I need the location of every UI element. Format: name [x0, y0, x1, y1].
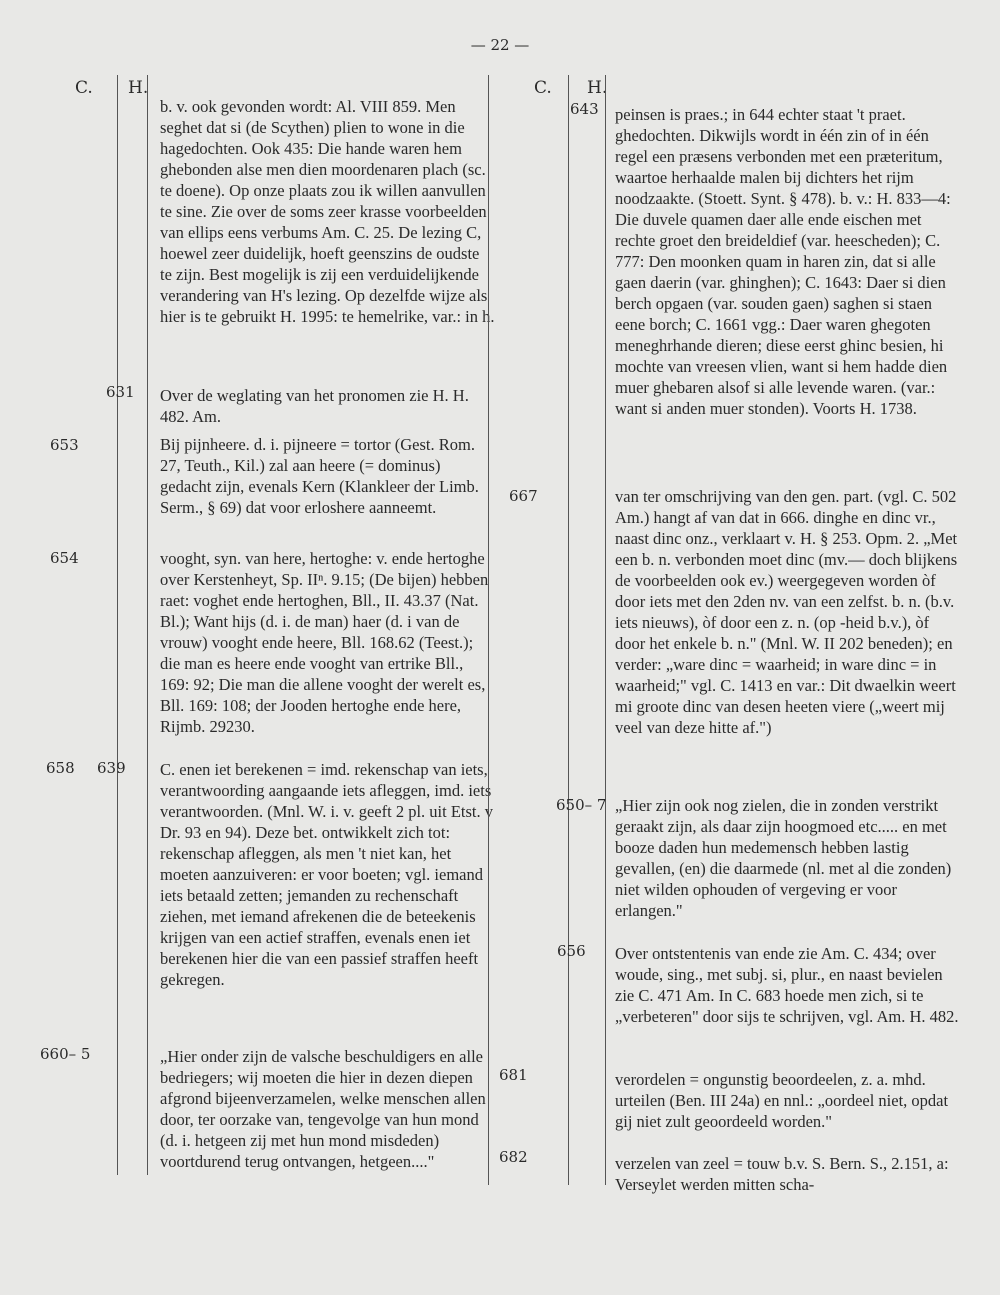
right-ref-c-650-7: 650– 7 [556, 796, 607, 814]
right-divider-outer [488, 75, 489, 1185]
right-ref-h-643: 643 [570, 100, 599, 118]
right-entry-2: van ter omschrijving van den gen. part. (vgl. C. 502 Am.) hangt af van dat in 666. dinghe en dinc vr., naast dinc onz., verklaart v. H. § 253. Opm. 2. „Met een b. n. verbonden moet dinc (mv.— doch blijkens de voorbeelden ook ev.) weergegeven worden òf door iets met den 2den nv. van een zelfst. b. n. (b.v. iets nieuws), òf door een z. n. (op -heid b.v.), òf door het enkele b. n." (Mnl. W. II 202 beneden); en verder: „ware dinc = waarheid; in ware dinc = in waarheid;" vgl. C. 1413 en var.: Dit dwaelkin weert mi groote dinc van desen heeten viere („weert mij veel van deze hitte af.") [615, 487, 958, 737]
left-ref-c-658: 658 [46, 759, 75, 777]
right-header-c: C. [534, 78, 552, 98]
right-entry-6: verzelen van zeel = touw b.v. S. Bern. S., 2.151, a: Verseylet werden mitten scha- [615, 1154, 949, 1194]
right-divider-2 [605, 75, 606, 1185]
right-entry-5: verordelen = ongunstig beoordeelen, z. a. mhd. urteilen (Ben. III 24a) en nnl.: „oordeel niet, opdat gij niet zult geoordeeld worden." [615, 1070, 949, 1131]
page-number: — 22 — [470, 36, 530, 54]
right-ref-c-656: 656 [557, 942, 586, 960]
left-entry-6: „Hier onder zijn de valsche beschuldigers en alle bedriegers; wij moeten die hier in dezen diepen afgrond bijeenverzamelen, welke menschen allen door, ter oorzake van, tengevolge van hun mond (d. i. hetgeen zij met hun mond misdeden) voortdurend terug ontvangen, hetgeen...." [160, 1047, 486, 1171]
left-ref-h-639: 639 [97, 759, 126, 777]
left-header-c: C. [75, 78, 93, 98]
left-ref-c-653: 653 [50, 436, 79, 454]
right-entry-3: „Hier zijn ook nog zielen, die in zonden verstrikt geraakt zijn, als daar zijn hoogmoed etc..... en met booze daden hun medemensch hebben lastig gevallen, (en) die daarmede (nl. met al die zonden) niet wilden ophouden of vergeving er voor erlangen." [615, 796, 952, 920]
left-entry-5: C. enen iet berekenen = imd. rekenschap van iets, verantwoording aangaande iets afleggen, imd. iets verantwoorden. (Mnl. W. i. v. geeft 2 pl. uit Etst. v Dr. 93 en 94). Deze bet. ontwikkelt zich tot: rekenschap afleggen, als men 't niet kan, het moeten aanzuiveren: er voor boeten; vgl. iemand iets betaald zetten; jemanden zu rechenschaft ziehen, met iemand afrekenen die de beteekenis krijgen van een actief straffen, evenals enen iet berekenen hier die van een passief straffen heeft gekregen. [160, 760, 494, 989]
right-ref-c-681: 681 [499, 1066, 528, 1084]
right-ref-c-667: 667 [509, 487, 538, 505]
right-entry-1: peinsen is praes.; in 644 echter staat 't praet. ghedochten. Dikwijls wordt in één zin of in één regel een præsens verbonden met een præteritum, waartoe herhaalde malen bij dichters het rijm noodzaakte. (Stoett. Synt. § 478). b. v.: H. 833—4: Die duvele quamen daer alle ende eischen met rechte groet den breideldief (var. heescheden); C. 777: Den moonken quam in haren zin, dat si alle gaen daerin (var. ghinghen); C. 1643: Daer si dien berch opgaen (var. souden gaen) saghen si staen eene borch; C. 1661 vgg.: Daer waren ghegoten meneghrhande dieren; diese eerst ghinc besien, hi mochte van vreesen vlien, want si hem hadde dien muer ghebaren alsof si alle levende waren. (var.: want si anden muer stonden). Voorts H. 1738. [615, 105, 951, 418]
left-entry-4: vooght, syn. van here, hertoghe: v. ende hertoghe over Kerstenheyt, Sp. IIⁿ. 9.15; (De bijen) hebben raet: voghet ende hertoghen, Bll., II. 43.37 (Nat. Bl.); Want hijs (d. i. de man) haer (d. i van de vrouw) vooght ende heere, Bll. 168.62 (Teest.); die man es heere ende vooght van ertrike Bll., 169: 92; Die man die allene vooght der werelt es, Bll. 169: 108; der Jooden hertoghe ende here, Rijmb. 29230. [160, 549, 489, 736]
left-header-h: H. [128, 78, 149, 98]
right-divider-1 [568, 75, 569, 1185]
left-entry-3: Bij pijnheere. d. i. pijneere = tortor (Gest. Rom. 27, Teuth., Kil.) zal aan heere (= dominus) gedacht zijn, evenals Kern (Klankleer der Limb. Serm., § 69) dat voor erloshere aanneemt. [160, 435, 479, 517]
left-ref-h-631: 631 [106, 383, 135, 401]
left-entry-1: b. v. ook gevonden wordt: Al. VIII 859. Men seghet dat si (de Scythen) plien to wone in die hagedochten. Ook 435: Die hande waren hem ghebonden alse men dien moordenaren plach (sc. te doene). Op onze plaats zou ik willen aanvullen te sine. Zie over de soms zeer krasse voorbeelden van ellips eens verbums Am. C. 25. De lezing C, hoewel zeer duidelijk, hoeft geenszins de oudste te zijn. Best mogelijk is zij een verduidelijkende verandering van H's lezing. Op dezelfde wijze als hier is te gebruikt H. 1995: te hemelrike, var.: in h. [160, 97, 495, 326]
left-entry-2: Over de weglating van het pronomen zie H. H. 482. Am. [160, 386, 469, 426]
left-divider-2 [147, 75, 148, 1175]
right-entry-4: Over ontstentenis van ende zie Am. C. 434; over woude, sing., met subj. si, plur., en naast bevielen zie C. 471 Am. In C. 683 hoede men zich, si te „verbeteren" door sijs te schrijven, vgl. Am. H. 482. [615, 944, 959, 1026]
right-header-h: H. [587, 78, 608, 98]
left-divider-1 [117, 75, 118, 1175]
left-ref-c-660-5: 660– 5 [40, 1045, 91, 1063]
left-ref-c-654: 654 [50, 549, 79, 567]
right-ref-c-682: 682 [499, 1148, 528, 1166]
